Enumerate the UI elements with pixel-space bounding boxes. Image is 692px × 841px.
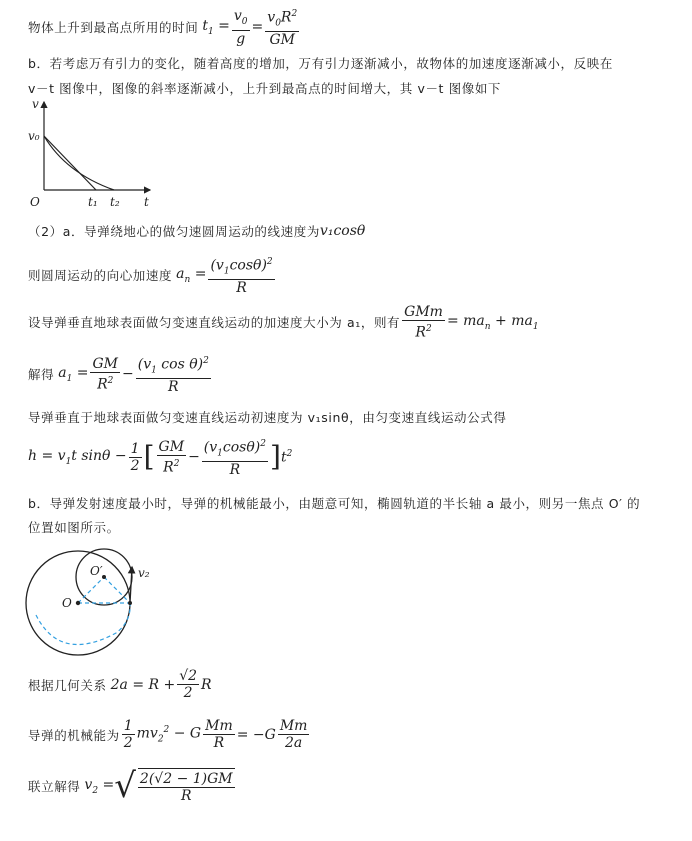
formula-linear-velocity: v₁cosθ: [319, 223, 366, 239]
line-1: 物体上升到最高点所用的时间 $t_1$ = $\frac{v_0}{g}$ = $\frac{v_0R^2}{GM}$: [28, 7, 298, 49]
line-1-text: 物体上升到最高点所用的时间: [28, 20, 199, 36]
label-O: O: [62, 596, 72, 610]
line-11: 根据几何关系 2a = R + $\frac{√2}{2}$ R: [28, 668, 212, 701]
line-4: （2）a．导弹绕地心的做匀速圆周运动的线速度为 v₁cosθ: [28, 223, 366, 239]
curved-line: [44, 136, 114, 190]
line-13: 联立解得 $v_2$ = √ $\frac{2(√2 - 1)GM}{R}$: [28, 766, 233, 806]
point-Oprime: [102, 575, 106, 579]
v0-label: v₀: [28, 129, 40, 143]
line-O-to-Oprime: [78, 577, 104, 603]
line-9: b．导弹发射速度最小时，导弹的机械能最小，由题意可知，椭圆轨道的半长轴 a 最小，则另一焦点 O′ 的: [28, 496, 641, 511]
line-12: 导弹的机械能为 $\frac{1}{2}$ $mv_2^2 - G$ $\frac{Mm}{R}$ = −G $\frac{Mm}{2a}$: [28, 718, 308, 751]
orbit-figure: [20, 545, 170, 665]
axis-t-label: t: [144, 195, 149, 209]
point-O: [76, 601, 80, 605]
t1-label: t₁: [88, 195, 98, 209]
line-10: 位置如图所示。: [28, 520, 120, 535]
label-v2: v₂: [138, 566, 150, 580]
line-7: 解得 $a_1$ = $\frac{GM}{R^2}$ − $\frac{(v_1 \cos \theta)^2}{R}$: [28, 353, 213, 395]
line-3: v－t 图像中，图像的斜率逐渐减小，上升到最高点的时间增大，其 v－t 图像如下: [28, 81, 502, 96]
straight-line: [44, 136, 96, 190]
formula-h: $h = v_1t$ sinθ − $\frac{1}{2}$ [ $\frac{GM}{R^2}$ − $\frac{(v_1\cos\theta)^2}{R}$ ] $t^2$: [28, 436, 292, 478]
line-5: 则圆周运动的向心加速度 $a_n$ = $\frac{(v_1\cos\theta)^2}{R}$: [28, 254, 277, 296]
formula-t1: $t_1$ =: [202, 17, 230, 37]
t2-label: t₂: [110, 195, 120, 209]
origin-label: O: [30, 195, 40, 209]
vt-graph: [26, 98, 156, 213]
line-2: b．若考虑万有引力的变化，随着高度的增加，万有引力逐渐减小，故物体的加速度逐渐减小，反映在: [28, 56, 613, 71]
point-launch: [128, 601, 132, 605]
line-6: 设导弹垂直地球表面做匀变速直线运动的加速度大小为 a₁，则有 $\frac{\text{GMm}}{R^2}$ = $ma_n + ma_1$: [28, 304, 539, 341]
label-Oprime: O′: [90, 564, 103, 578]
line-8: 导弹垂直于地球表面做匀变速直线运动初速度为 v₁sinθ，由匀变速直线运动公式得: [28, 410, 507, 425]
line-Oprime-to-point: [104, 577, 130, 603]
axis-v-label: v: [32, 98, 39, 111]
